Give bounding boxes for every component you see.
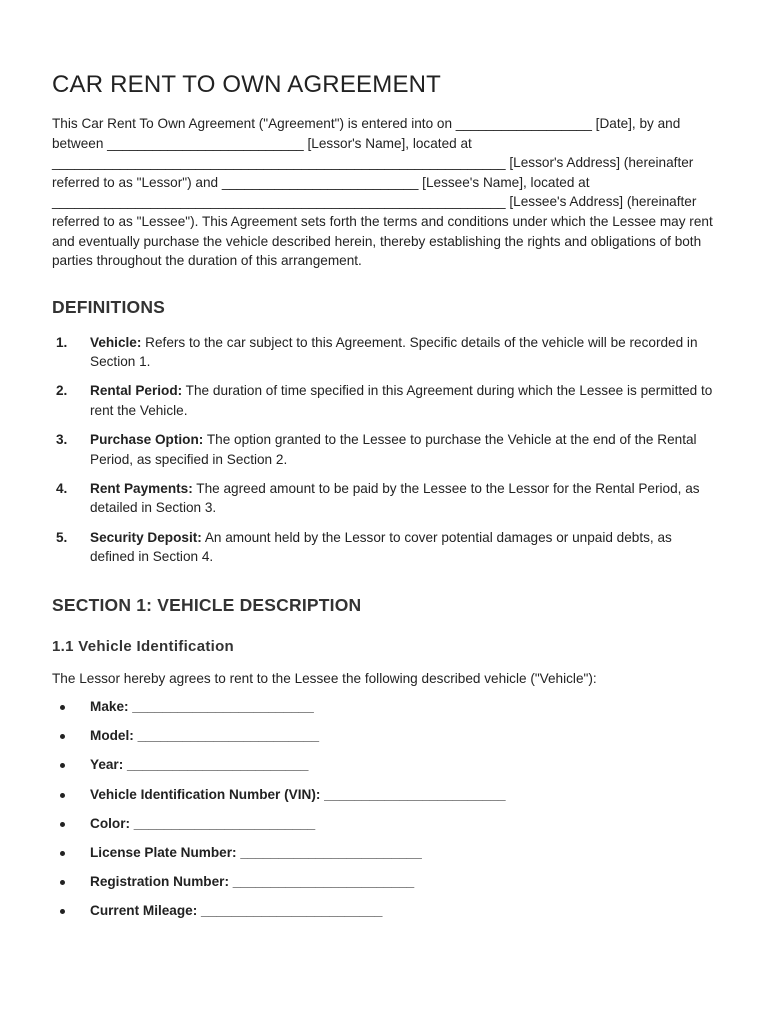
vehicle-lead-text: The Lessor hereby agrees to rent to the Lessee the following described vehicle ("Vehicle"): bbox=[52, 670, 597, 686]
vehicle-field-year: Year: ________________________ bbox=[52, 755, 718, 775]
vehicle-field-color: Color: ________________________ bbox=[52, 814, 718, 834]
bullet-icon bbox=[60, 909, 65, 914]
vehicle-field-make: Make: ________________________ bbox=[52, 697, 718, 717]
definition-item: 2. Rental Period: The duration of time specified in this Agreement during which the Lessee is permitted to rent the Vehicle. bbox=[56, 383, 713, 419]
definition-item: 3. Purchase Option: The option granted to the Lessee to purchase the Vehicle at the end of the Rental Period, as specified in Section 2. bbox=[56, 432, 697, 467]
bullet-icon bbox=[60, 734, 65, 739]
bullet-icon bbox=[60, 763, 65, 768]
bullet-icon bbox=[60, 880, 65, 885]
bullet-icon bbox=[60, 822, 65, 827]
definitions-heading: DEFINITIONS bbox=[52, 296, 166, 317]
vehicle-identification-subheading: 1.1 Vehicle Identification bbox=[52, 637, 235, 655]
bullet-icon bbox=[60, 793, 65, 798]
definition-item: 4. Rent Payments: The agreed amount to be paid by the Lessee to the Lessor for the Rental Period, as detailed in Section 3. bbox=[56, 480, 700, 516]
vehicle-fields-list bbox=[52, 697, 718, 920]
intro-paragraph: This Car Rent To Own Agreement ("Agreement") is entered into on __________________ [Date], by and between __________________________ [Lessor's Name], located at ____________________________________________________________ [Lessor's Address] (hereinafter referred to as "Lessor") and __________________________ [Lessee's Name], located at ____________________________________________________________ [Lessee's Address] (hereinafter referred to as "Lessee"). This Agreement sets forth the terms and conditions under which the Lessee may rent and eventually purchase the vehicle described herein, thereby establishing the rights and obligations of both parties throughout the duration of this arrangement. bbox=[52, 116, 713, 269]
definition-item: 5. Security Deposit: An amount held by the Lessor to cover potential damages or unpaid debts, as defined in Section 4. bbox=[56, 529, 672, 565]
document-title: CAR RENT TO OWN AGREEMENT bbox=[52, 71, 442, 98]
vehicle-field-registration: Registration Number: ________________________ bbox=[52, 872, 718, 892]
definitions-list bbox=[52, 333, 718, 567]
vehicle-field-mileage: Current Mileage: ________________________ bbox=[52, 901, 718, 921]
definition-item: 1. Vehicle: Refers to the car subject to this Agreement. Specific details of the vehicle will be recorded in Section 1. bbox=[56, 334, 698, 370]
section-1-heading: SECTION 1: VEHICLE DESCRIPTION bbox=[52, 594, 362, 615]
bullet-icon bbox=[60, 851, 65, 856]
vehicle-field-model: Model: ________________________ bbox=[52, 726, 718, 746]
vehicle-field-license-plate: License Plate Number: ________________________ bbox=[52, 843, 718, 863]
bullet-icon bbox=[60, 705, 65, 710]
vehicle-field-vin: Vehicle Identification Number (VIN): ________________________ bbox=[52, 785, 718, 805]
